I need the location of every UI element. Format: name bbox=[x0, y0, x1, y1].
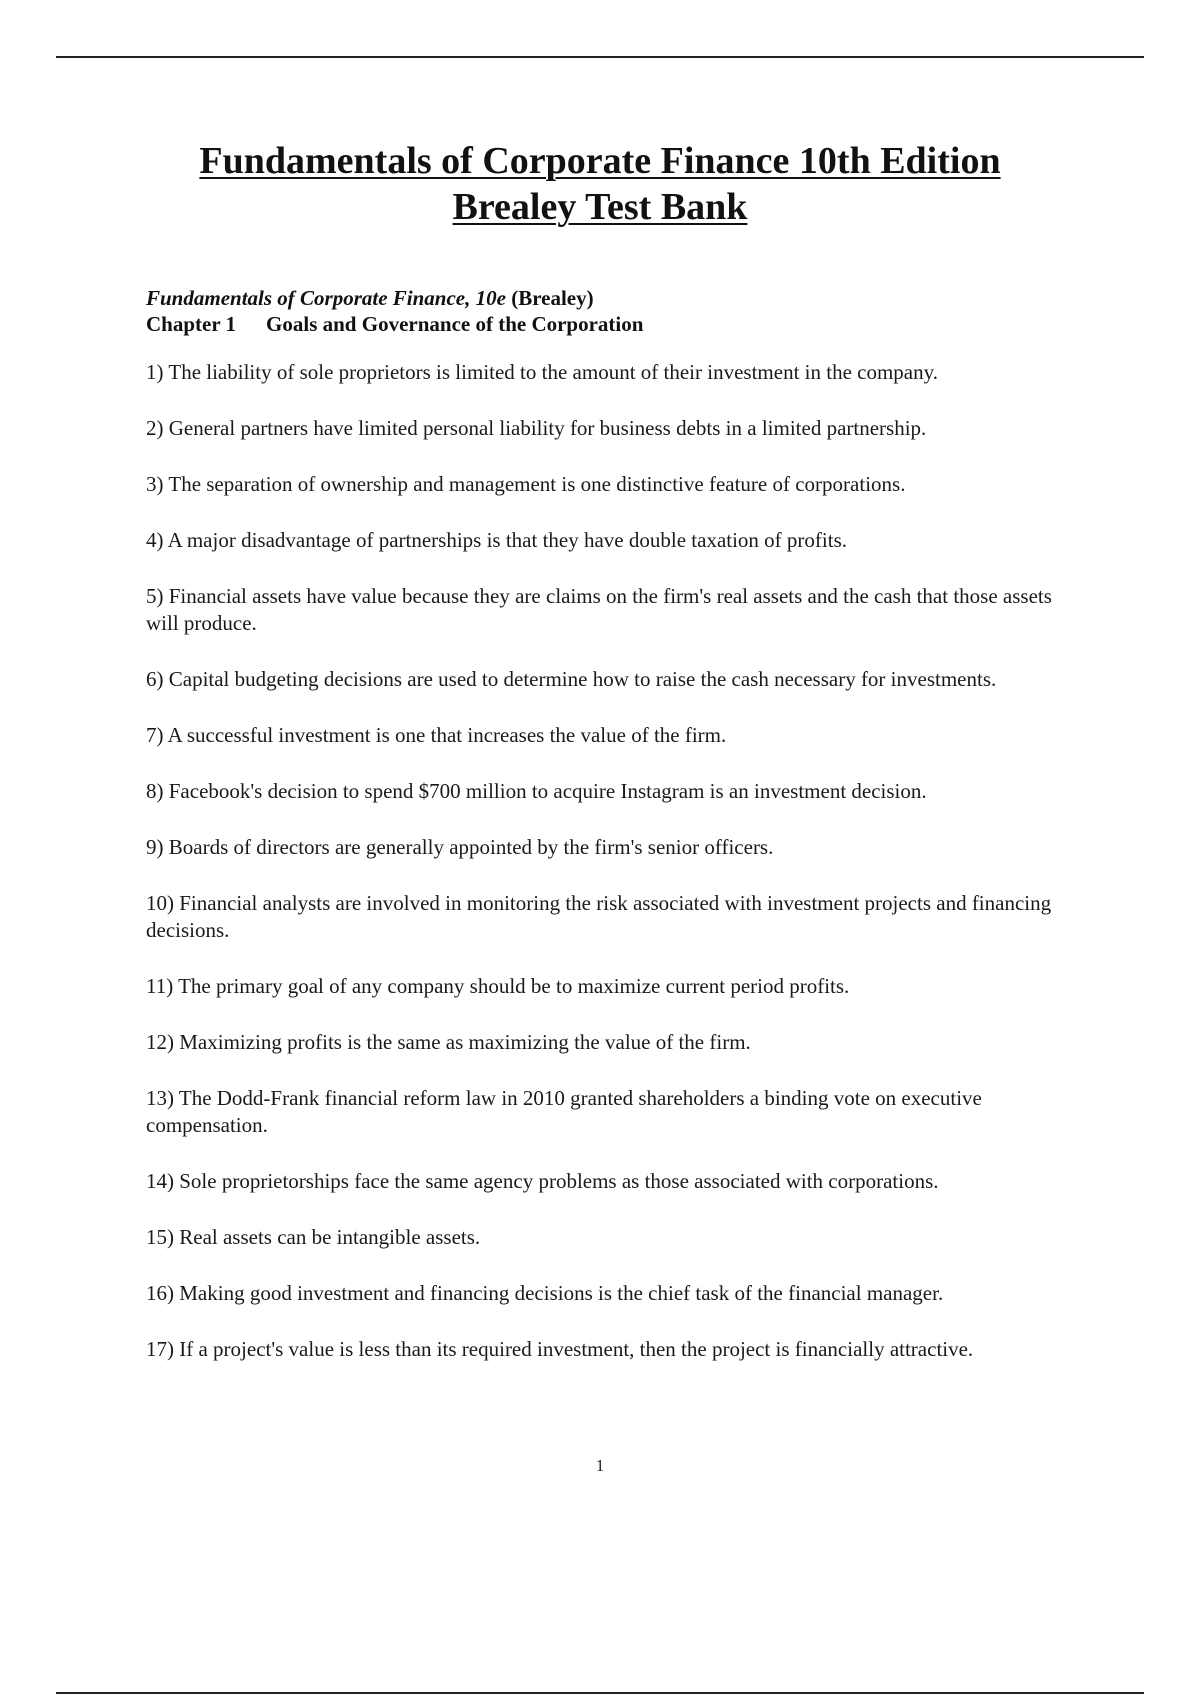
page-content bbox=[146, 285, 1076, 1363]
question-item: 1) The liability of sole proprietors is limited to the amount of their investment in the company. bbox=[146, 360, 939, 384]
chapter-heading bbox=[146, 311, 1076, 337]
book-author: (Brealey) bbox=[511, 286, 594, 310]
question-item: 7) A successful investment is one that increases the value of the firm. bbox=[146, 723, 727, 747]
question-item: 16) Making good investment and financing decisions is the chief task of the financial manager. bbox=[146, 1281, 944, 1305]
bottom-rule bbox=[56, 1692, 1144, 1694]
document-title-line-2: Brealey Test Bank bbox=[452, 186, 748, 228]
question-item: 9) Boards of directors are generally appointed by the firm's senior officers. bbox=[146, 835, 774, 859]
question-list bbox=[146, 359, 1076, 1363]
question-item: 2) General partners have limited personal liability for business debts in a limited partnership. bbox=[146, 416, 927, 440]
question-item: 15) Real assets can be intangible assets. bbox=[146, 1225, 481, 1249]
question-item: 14) Sole proprietorships face the same agency problems as those associated with corporations. bbox=[146, 1169, 939, 1193]
question-item: 13) The Dodd-Frank financial reform law in 2010 granted shareholders a binding vote on executive compensation. bbox=[146, 1086, 982, 1137]
question-item: 4) A major disadvantage of partnerships is that they have double taxation of profits. bbox=[146, 528, 847, 552]
question-item: 6) Capital budgeting decisions are used to determine how to raise the cash necessary for investments. bbox=[146, 667, 997, 691]
question-item: 11) The primary goal of any company should be to maximize current period profits. bbox=[146, 974, 850, 998]
chapter-title: Goals and Governance of the Corporation bbox=[266, 312, 644, 336]
top-rule bbox=[56, 56, 1144, 58]
chapter-label: Chapter 1 bbox=[146, 312, 237, 336]
question-item: 17) If a project's value is less than its required investment, then the project is financially attractive. bbox=[146, 1337, 974, 1361]
question-item: 12) Maximizing profits is the same as maximizing the value of the firm. bbox=[146, 1030, 751, 1054]
document-title-line-1: Fundamentals of Corporate Finance 10th Edition bbox=[199, 140, 1001, 182]
question-item: 5) Financial assets have value because they are claims on the firm's real assets and the cash that those assets will produce. bbox=[146, 584, 1052, 635]
book-reference bbox=[146, 285, 1076, 311]
question-item: 8) Facebook's decision to spend $700 million to acquire Instagram is an investment decision. bbox=[146, 779, 927, 803]
question-item: 3) The separation of ownership and management is one distinctive feature of corporations. bbox=[146, 472, 906, 496]
document-title bbox=[0, 138, 1200, 230]
page-number: 1 bbox=[595, 1456, 605, 1475]
question-item: 10) Financial analysts are involved in monitoring the risk associated with investment projects and financing decisions. bbox=[146, 891, 1052, 942]
book-title: Fundamentals of Corporate Finance, 10e bbox=[146, 286, 506, 310]
